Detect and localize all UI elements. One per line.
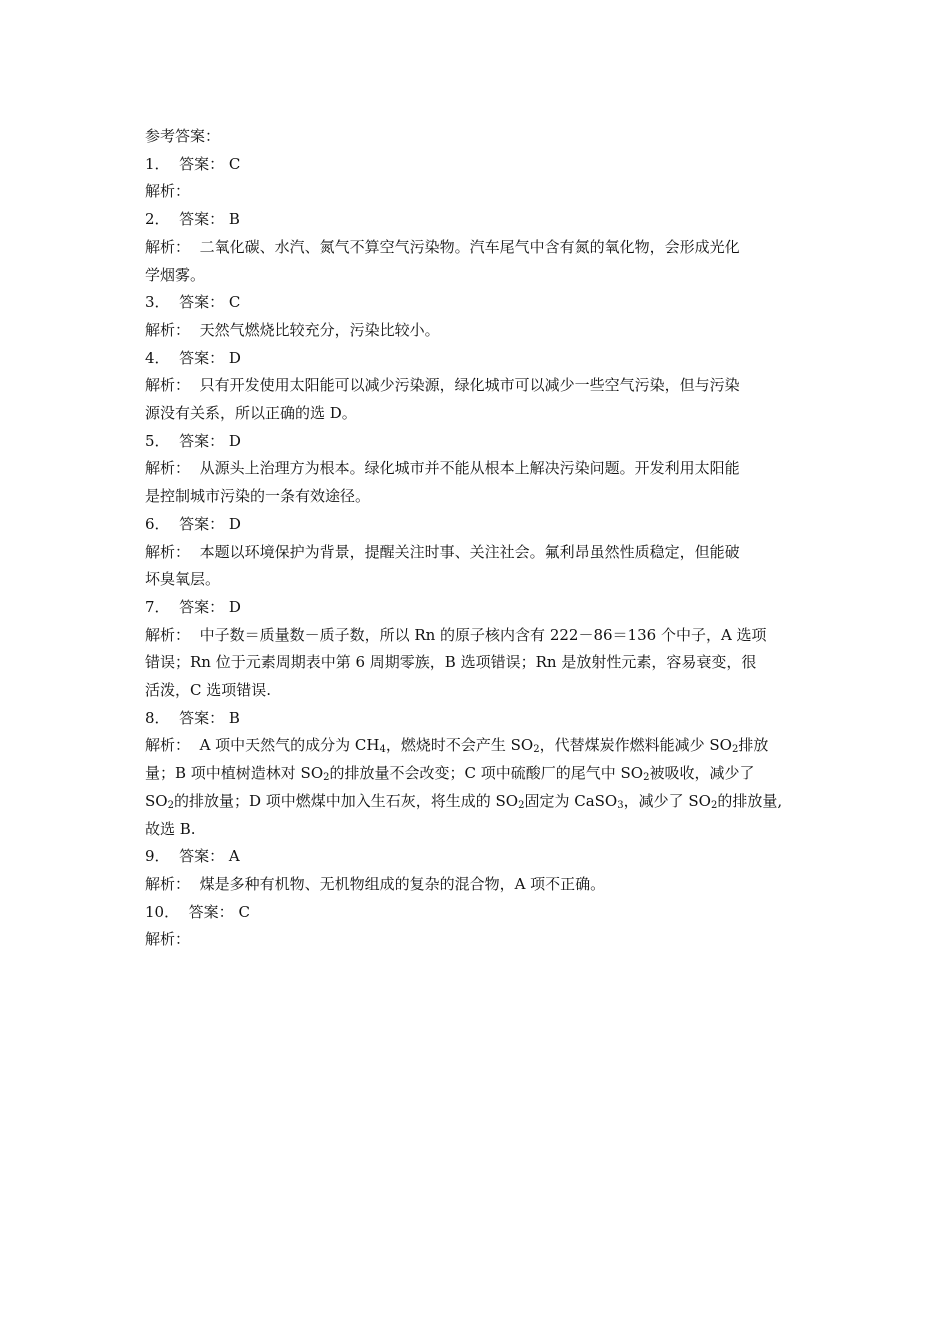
analysis-line-3 — [145, 317, 807, 345]
analysis-label: 解析： — [145, 320, 191, 339]
answer-value: D — [228, 348, 241, 367]
answer-line-8 — [145, 705, 807, 733]
analysis-text: 量；B 项中植树造林对 SO — [145, 764, 324, 783]
answer-label: 答案： — [179, 514, 225, 533]
answer-label: 答案： — [188, 902, 234, 921]
question-number: 2． — [145, 210, 170, 229]
answer-value: D — [228, 597, 241, 616]
analysis-line-5 — [145, 455, 807, 483]
analysis-label: 解析： — [145, 459, 191, 478]
analysis-text: 的排放量；D 项中燃煤中加入生石灰，将生成的 SO — [173, 791, 519, 810]
analysis-line-9 — [145, 871, 807, 899]
answer-line-4 — [145, 345, 807, 373]
subscript: 2 — [167, 799, 174, 811]
subscript: 2 — [643, 772, 650, 784]
analysis-text: 中子数＝质量数－质子数，所以 Rn 的原子核内含有 222－86＝136 个中子，A 选项 — [199, 625, 767, 644]
subscript: 2 — [731, 744, 739, 756]
analysis-text: 本题以环境保护为背景，提醒关注时事、关注社会。氟利昂虽然性质稳定，但能破 — [199, 542, 740, 561]
subscript: 4 — [379, 744, 386, 756]
answer-key — [145, 123, 807, 954]
analysis-line-2 — [145, 234, 807, 262]
analysis-cont: 坏臭氧层。 — [145, 570, 221, 589]
analysis-label: 解析： — [145, 376, 191, 395]
question-number: 1． — [145, 154, 170, 173]
answer-value: C — [238, 902, 250, 921]
answer-value: C — [228, 154, 241, 173]
answer-line-10 — [145, 899, 807, 927]
answer-line-3 — [145, 289, 807, 317]
answer-label: 答案： — [179, 431, 225, 450]
analysis-text: SO — [145, 791, 168, 810]
analysis-label: 解析： — [145, 930, 191, 949]
question-number: 6． — [145, 514, 170, 533]
answer-value: D — [228, 514, 241, 533]
analysis-line-10 — [145, 926, 807, 954]
analysis-text: 天然气燃烧比较充分，污染比较小。 — [199, 320, 440, 339]
answer-value: A — [228, 847, 240, 866]
question-number: 5． — [145, 431, 170, 450]
question-number: 3． — [145, 293, 170, 312]
analysis-text: 的排放量, — [717, 791, 783, 810]
analysis-label: 解析： — [145, 182, 191, 201]
subscript: 2 — [710, 799, 718, 811]
analysis-cont: 错误；Rn 位于元素周期表中第 6 周期零族，B 选项错误；Rn 是放射性元素，容易衰变，很 — [145, 653, 757, 672]
answer-line-5 — [145, 428, 807, 456]
analysis-cont: 学烟雾。 — [145, 265, 206, 284]
analysis-cont: 是控制城市污染的一条有效途径。 — [145, 487, 371, 506]
analysis-line-7 — [145, 622, 807, 650]
analysis-text: 固定为 CaSO — [524, 791, 618, 810]
answer-value: D — [228, 431, 241, 450]
answer-label: 答案： — [179, 708, 225, 727]
answer-label: 答案： — [179, 293, 225, 312]
answer-label: 答案： — [179, 597, 225, 616]
analysis-text: 从源头上治理方为根本。绿化城市并不能从根本上解决污染问题。开发利用太阳能 — [199, 459, 740, 478]
analysis-line-1 — [145, 178, 807, 206]
analysis-cont: 故选 B. — [145, 819, 196, 838]
answer-line-7 — [145, 594, 807, 622]
analysis-line-4 — [145, 372, 807, 400]
analysis-label: 解析： — [145, 874, 191, 893]
analysis-line-8 — [145, 732, 807, 760]
analysis-label: 解析： — [145, 736, 191, 755]
question-number: 8． — [145, 708, 170, 727]
analysis-cont: 源没有关系，所以正确的选 D。 — [145, 404, 357, 423]
analysis-text: 只有开发使用太阳能可以减少污染源，绿化城市可以减少一些空气污染，但与污染 — [199, 376, 740, 395]
analysis-text: ，燃烧时不会产生 SO — [385, 736, 534, 755]
answer-line-6 — [145, 511, 807, 539]
question-number: 9． — [145, 847, 170, 866]
analysis-text: 的排放量不会改变；C 项中硫酸厂的尾气中 SO — [329, 764, 644, 783]
question-number: 4． — [145, 348, 170, 367]
question-number: 7． — [145, 597, 170, 616]
answer-label: 答案： — [179, 847, 225, 866]
analysis-cont: 活泼，C 选项错误. — [145, 681, 272, 700]
subscript: 2 — [518, 799, 525, 811]
analysis-text: 排放 — [738, 736, 769, 755]
analysis-text: ，代替煤炭作燃料能减少 SO — [539, 736, 732, 755]
answer-label: 答案： — [179, 154, 225, 173]
analysis-line-6 — [145, 539, 807, 567]
question-number: 10． — [145, 902, 180, 921]
answer-line-1 — [145, 151, 807, 179]
analysis-label: 解析： — [145, 625, 191, 644]
answer-label: 答案： — [179, 348, 225, 367]
answer-line-9 — [145, 843, 807, 871]
analysis-text: 被吸收，减少了 — [649, 764, 755, 783]
answer-value: B — [228, 708, 240, 727]
answer-label: 答案： — [179, 210, 225, 229]
analysis-cont — [145, 760, 807, 788]
analysis-cont — [145, 788, 807, 816]
answer-line-2 — [145, 206, 807, 234]
subscript: 2 — [533, 744, 540, 756]
analysis-label: 解析： — [145, 542, 191, 561]
subscript: 2 — [323, 772, 330, 784]
subscript: 3 — [617, 799, 624, 811]
analysis-label: 解析： — [145, 237, 191, 256]
analysis-text: ，减少了 SO — [623, 791, 711, 810]
analysis-text: 二氧化碳、水汽、氮气不算空气污染物。汽车尾气中含有氮的氧化物，会形成光化 — [199, 237, 740, 256]
analysis-text: A 项中天然气的成分为 CH — [199, 736, 380, 755]
page-heading: 参考答案： — [145, 127, 221, 145]
answer-value: C — [228, 293, 241, 312]
answer-value: B — [228, 210, 240, 229]
analysis-text: 煤是多种有机物、无机物组成的复杂的混合物，A 项不正确。 — [199, 874, 606, 893]
